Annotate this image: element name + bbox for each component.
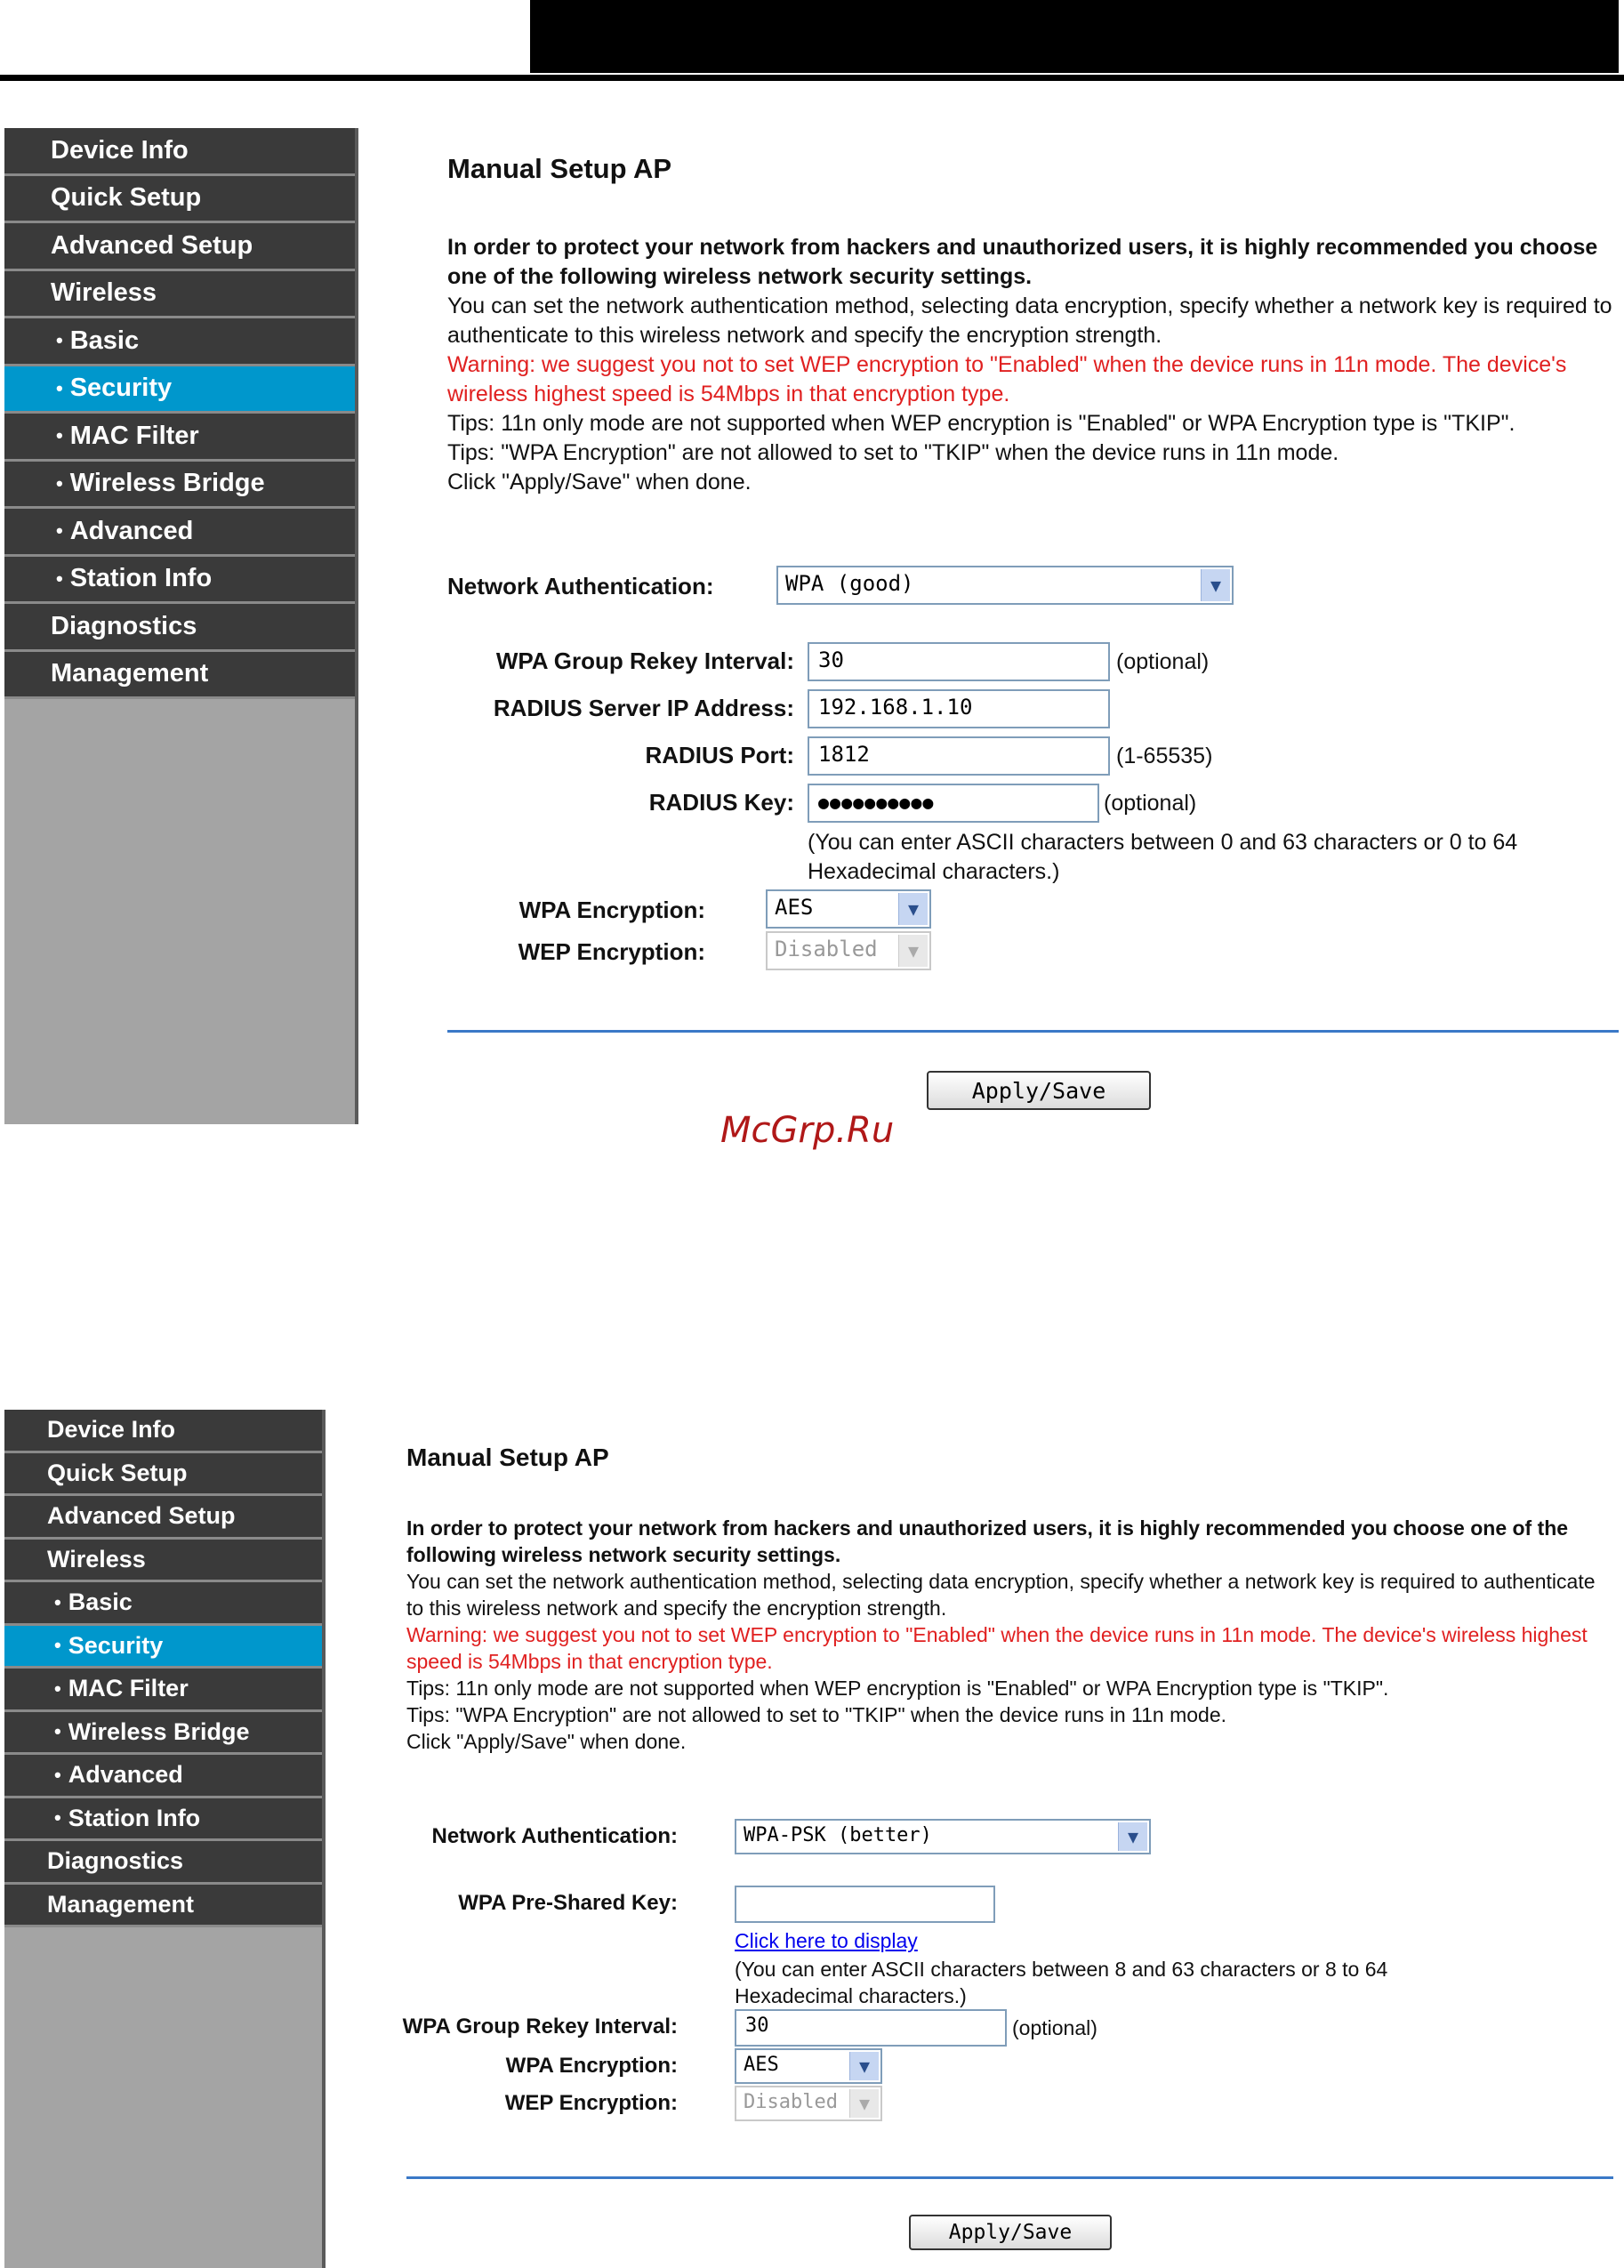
sidebar-item-security[interactable] [4,1626,322,1669]
wep-enc-select [735,2086,882,2121]
sidebar-item-device-info[interactable] [4,1410,322,1453]
apply-save-button[interactable]: Apply/Save [927,1071,1151,1110]
radius-key-optional: (optional) [1104,791,1197,816]
intro-bold: In order to protect your network from hackers and unauthorized users, it is highly recommended you choose one of the following wireless network security settings. [406,1516,1569,1566]
sidebar-item-advanced[interactable] [4,509,355,557]
sidebar-item-mac-filter[interactable] [4,1669,322,1712]
tip-1: Tips: 11n only mode are not supported when WEP encryption is "Enabled" or WPA Encryption type is "TKIP". [447,411,1515,436]
sidebar-item-label: Management [47,1890,195,1918]
header-rule [0,75,1624,81]
sidebar-item-diagnostics[interactable] [4,604,355,652]
sidebar-item-wireless-bridge[interactable] [4,462,355,510]
intro-text: You can set the network authentication method, selecting data encryption, specify whether a network key is required to authenticate to this wireless network and specify the encryption strength. [406,1570,1596,1620]
bullet-icon: • [54,1590,61,1613]
radius-key-input[interactable]: ●●●●●●●●●● [808,784,1099,823]
bullet-icon: • [56,376,63,399]
chevron-down-icon[interactable]: ▼ [849,2052,879,2080]
description [406,1515,1616,1755]
sidebar-item-basic[interactable] [4,1582,322,1626]
sidebar-item-label: Wireless Bridge [68,1717,250,1745]
bullet-icon: • [54,1677,61,1700]
sidebar-item-label: Advanced Setup [47,1502,236,1530]
intro-text: You can set the network authentication method, selecting data encryption, specify whether a network key is required to authenticate to this wireless network and specify the encryption strength. [447,294,1612,348]
radius-port-range: (1-65535) [1116,744,1213,768]
wep-enc-label: WEP Encryption: [518,938,705,965]
sidebar-item-station-info[interactable] [4,557,355,605]
bullet-icon: • [56,329,63,352]
sidebar-item-station-info[interactable] [4,1798,322,1842]
intro-bold: In order to protect your network from hackers and unauthorized users, it is highly recommended you choose one of the following wireless network security settings. [447,235,1598,289]
net-auth-select[interactable] [776,566,1234,605]
bullet-icon: • [56,471,63,495]
header-black-bar [530,0,1619,73]
sidebar-item-management[interactable] [4,652,355,700]
chevron-down-icon[interactable]: ▼ [1201,569,1230,601]
warning-text: Warning: we suggest you not to set WEP encryption to "Enabled" when the device runs in 11n mode. The device's wireless highest speed is 54Mbps in that encryption type. [406,1623,1588,1673]
main-content [358,128,1621,1124]
wep-enc-value: Disabled [744,2091,838,2113]
warning-text: Warning: we suggest you not to set WEP encryption to "Enabled" when the device runs in 11n mode. The device's wireless highest speed is 54Mbps in that encryption type. [447,352,1567,406]
sidebar-item-label: Quick Setup [47,1459,188,1486]
sidebar-item-label: Advanced [68,1761,183,1789]
sidebar-item-label: Device Info [47,1416,176,1444]
nav-menu [4,1410,322,1927]
radius-ip-input[interactable]: 192.168.1.10 [808,689,1110,728]
page-title: Manual Setup AP [447,153,672,184]
sidebar [4,128,355,1124]
sidebar-item-label: Advanced [69,516,194,545]
sidebar-item-wireless[interactable] [4,271,355,319]
net-auth-select[interactable] [735,1819,1151,1854]
sidebar-item-diagnostics[interactable] [4,1841,322,1885]
rekey-label: WPA Group Rekey Interval: [402,2015,678,2039]
psk-label: WPA Pre-Shared Key: [458,1891,678,1915]
net-auth-label: Network Authentication: [431,1824,678,1848]
chevron-down-icon[interactable]: ▼ [898,893,928,925]
sidebar-item-label: Wireless [47,1545,146,1572]
sidebar-item-label: Security [69,374,173,403]
tip-2: Tips: "WPA Encryption" are not allowed to set to "TKIP" when the device runs in 11n mode. [447,440,1339,465]
sidebar-item-label: Diagnostics [51,611,197,640]
radius-port-label: RADIUS Port: [645,742,794,768]
sidebar-item-label: Station Info [68,1804,201,1831]
bullet-icon: • [56,424,63,447]
sidebar-item-quick-setup[interactable] [4,176,355,224]
tip-2: Tips: "WPA Encryption" are not allowed to set to "TKIP" when the device runs in 11n mode. [406,1703,1227,1726]
chevron-down-icon[interactable]: ▼ [1118,1822,1147,1851]
bullet-icon: • [54,1634,61,1657]
sidebar-item-label: Advanced Setup [51,230,253,260]
sidebar-item-mac-filter[interactable] [4,414,355,462]
sidebar-item-wireless[interactable] [4,1540,322,1583]
radius-key-label: RADIUS Key: [648,789,794,816]
wep-enc-value: Disabled [775,937,878,961]
sidebar-item-advanced-setup[interactable] [4,223,355,271]
sidebar-item-label: MAC Filter [69,421,199,450]
psk-help: (You can enter ASCII characters between 8 and 63 characters or 8 to 64 Hexadecimal characters.) [735,1958,1388,2007]
sidebar-item-label: Quick Setup [51,183,202,213]
sidebar-item-advanced[interactable] [4,1755,322,1798]
sidebar-item-label: Diagnostics [47,1847,184,1875]
watermark: McGrp.Ru [720,1110,895,1151]
net-auth-value: WPA (good) [785,571,914,596]
rekey-optional: (optional) [1116,649,1210,674]
nav-menu [4,128,355,699]
bullet-icon: • [54,1763,61,1786]
bullet-icon: • [54,1720,61,1743]
wpa-enc-value: AES [744,2054,779,2076]
screenshot-wpa [0,128,1624,1124]
rekey-label: WPA Group Rekey Interval: [495,647,794,674]
bullet-icon: • [56,567,63,590]
sidebar-item-advanced-setup[interactable] [4,1496,322,1540]
sidebar-item-device-info[interactable] [4,128,355,176]
sidebar-item-label: Basic [69,326,140,355]
wpa-enc-label: WPA Encryption: [519,897,705,923]
click-note: Click "Apply/Save" when done. [447,470,752,495]
wep-enc-select [766,931,931,970]
radius-key-help: (You can enter ASCII characters between 0 and 63 characters or 0 to 64 Hexadecimal characters.) [808,830,1518,884]
sidebar-item-wireless-bridge[interactable] [4,1712,322,1756]
sidebar-item-label: Security [68,1631,164,1659]
description [447,233,1612,497]
click-note: Click "Apply/Save" when done. [406,1730,687,1753]
sidebar-item-label: Wireless [51,278,157,308]
page-title: Manual Setup AP [406,1444,609,1471]
chevron-down-icon: ▼ [849,2089,879,2118]
net-auth-label: Network Authentication: [447,573,714,599]
bullet-icon: • [54,1806,61,1830]
rekey-input[interactable]: 30 [808,642,1110,681]
psk-input[interactable] [735,1886,995,1923]
sidebar-item-security[interactable] [4,366,355,414]
form-divider [406,2176,1613,2179]
net-auth-value: WPA-PSK (better) [744,1824,932,1846]
sidebar-item-label: Basic [68,1588,133,1616]
screenshot-wpa-psk [0,1410,1624,2268]
radius-port-input[interactable]: 1812 [808,736,1110,776]
sidebar-item-quick-setup[interactable] [4,1453,322,1497]
rekey-optional: (optional) [1012,2016,1097,2039]
main-content [326,1410,1620,2268]
wpa-enc-select[interactable] [735,2048,882,2084]
click-here-to-display-link[interactable]: Click here to display [735,1929,918,1952]
sidebar-item-label: Wireless Bridge [69,469,265,498]
sidebar-item-label: Management [51,659,209,688]
wep-enc-label: WEP Encryption: [504,2091,678,2115]
sidebar-item-management[interactable] [4,1885,322,1928]
wpa-enc-value: AES [775,895,814,920]
tip-1: Tips: 11n only mode are not supported when WEP encryption is "Enabled" or WPA Encryption type is "TKIP". [406,1677,1389,1700]
wpa-enc-label: WPA Encryption: [505,2054,678,2078]
rekey-input[interactable]: 30 [735,2009,1007,2047]
sidebar [4,1410,322,2268]
wpa-enc-select[interactable] [766,889,931,929]
bullet-icon: • [56,519,63,543]
sidebar-item-label: Device Info [51,135,189,165]
radius-ip-label: RADIUS Server IP Address: [493,695,794,721]
sidebar-item-basic[interactable] [4,318,355,366]
sidebar-item-label: MAC Filter [68,1675,189,1702]
form-divider [447,1030,1619,1033]
apply-save-button[interactable]: Apply/Save [909,2215,1112,2250]
chevron-down-icon: ▼ [898,935,928,967]
sidebar-item-label: Station Info [69,564,213,593]
